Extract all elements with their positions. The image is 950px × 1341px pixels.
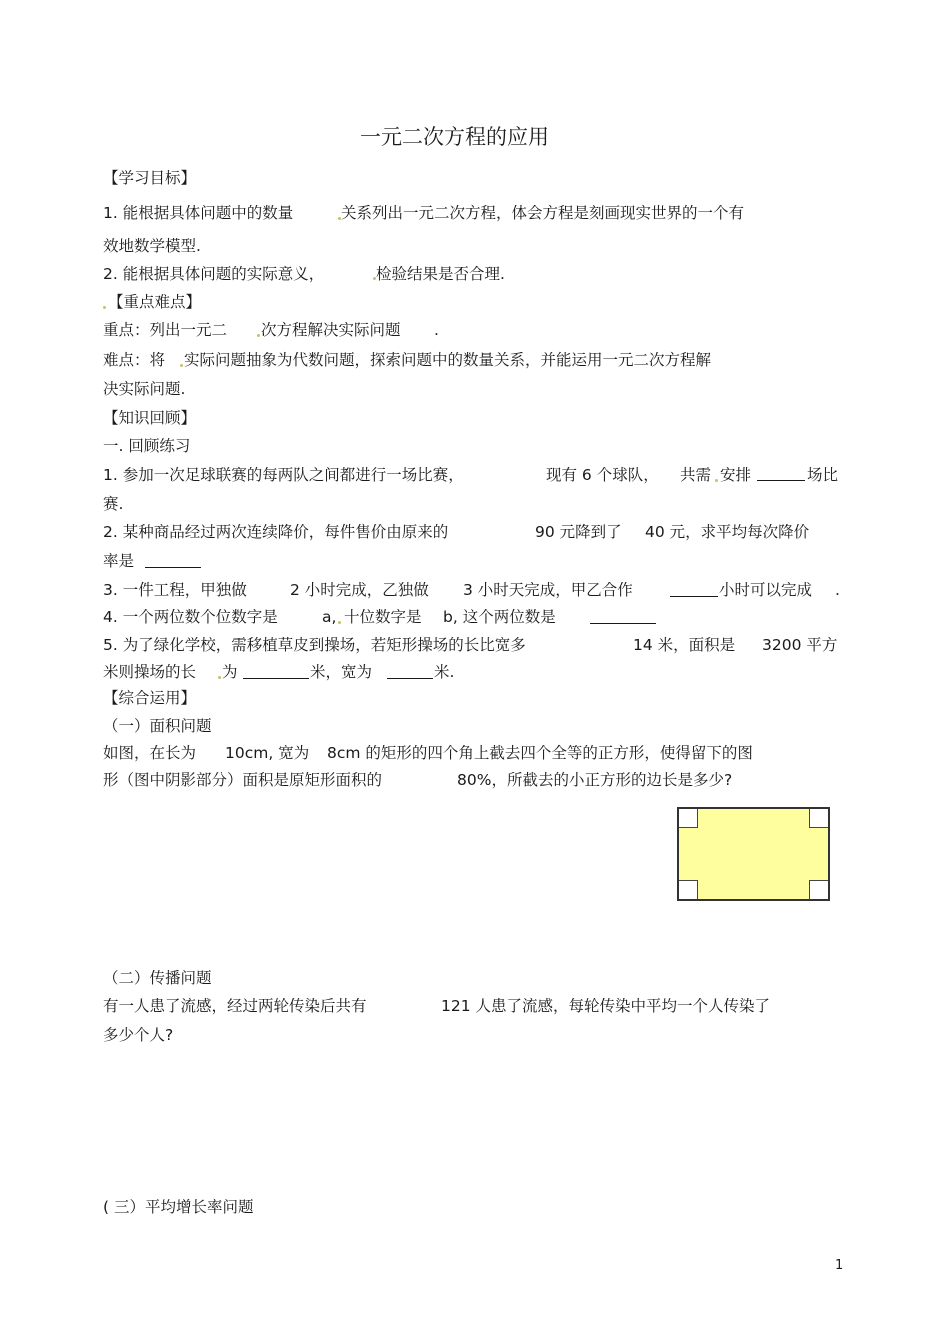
- question-3-blank: [670, 582, 718, 597]
- question-5-blank-width: [387, 664, 433, 679]
- question-3-part-c: 3 小时天完成，甲乙合作: [463, 581, 633, 599]
- area-part-b: 10cm, 宽为: [225, 744, 310, 762]
- spread-part-a: 有一人患了流感，经过两轮传染后共有: [103, 997, 367, 1015]
- spread-part-b: 121 人患了流感，每轮传染中平均一个人传染了: [441, 997, 771, 1015]
- question-1-part-b: 现有 6 个球队，: [546, 466, 659, 484]
- area-part-d: 形（图中阴影部分）面积是原矩形面积的: [103, 771, 383, 789]
- question-2-part-b: 90 元降到了: [535, 523, 622, 541]
- goal-1-part-c: 效地数学模型.: [103, 237, 201, 255]
- goal-2-part-b: 检验结果是否合理.: [376, 265, 505, 283]
- scan-dot: [373, 277, 376, 280]
- question-4-part-d: b, 这个两位数是: [443, 608, 556, 626]
- corner-square-bottom-right: [809, 880, 828, 899]
- question-4-blank: [590, 609, 656, 624]
- corner-square-bottom-left: [679, 880, 698, 899]
- question-1-part-c: 共需: [680, 466, 712, 484]
- scan-dot: [338, 621, 341, 624]
- question-4-part-a: 4. 一个两位数个位数字是: [103, 608, 278, 626]
- question-3-part-d: 小时可以完成: [719, 581, 813, 599]
- goal-2-part-a: 2. 能根据具体问题的实际意义，: [103, 265, 325, 283]
- scan-dot: [257, 334, 260, 337]
- question-1-part-f: 赛.: [103, 495, 124, 513]
- area-part-a: 如图，在长为: [103, 744, 197, 762]
- spread-part-c: 多少个人?: [103, 1026, 174, 1044]
- question-2-part-a: 2. 某种商品经过两次连续降价，每件售价由原来的: [103, 523, 449, 541]
- question-5-blank-length: [243, 664, 309, 679]
- area-heading: （一）面积问题: [103, 717, 212, 735]
- question-2-part-c: 40 元，求平均每次降价: [645, 523, 810, 541]
- question-3-part-e: .: [835, 581, 840, 599]
- question-1-part-d: 安排: [720, 466, 752, 484]
- page-title: 一元二次方程的应用: [360, 125, 549, 149]
- question-5-part-f: 米，宽为: [310, 663, 373, 681]
- difficulty-part-c: 决实际问题.: [103, 380, 186, 398]
- question-1-part-e: 场比: [807, 466, 839, 484]
- scan-dot: [180, 364, 183, 367]
- area-part-c: 8cm 的矩形的四个角上截去四个全等的正方形，使得留下的图: [327, 744, 753, 762]
- key-heading: 【重点难点】: [108, 293, 202, 311]
- scan-dot: [103, 306, 106, 309]
- corner-square-top-right: [809, 809, 828, 828]
- question-2-part-d: 率是: [103, 552, 135, 570]
- scan-dot: [218, 676, 221, 679]
- difficulty-part-b: 实际问题抽象为代数问题，探索问题中的数量关系，并能运用一元二次方程解: [184, 351, 712, 369]
- question-3-part-a: 3. 一件工程，甲独做: [103, 581, 247, 599]
- question-1-part-a: 1. 参加一次足球联赛的每两队之间都进行一场比赛，: [103, 466, 464, 484]
- goal-1-part-a: 1. 能根据具体问题中的数量: [103, 204, 294, 222]
- difficulty-part-a: 难点：将: [103, 351, 166, 369]
- spread-heading: （二）传播问题: [103, 969, 212, 987]
- corner-square-top-left: [679, 809, 698, 828]
- question-5-part-a: 5. 为了绿化学校，需移植草皮到操场，若矩形操场的长比宽多: [103, 636, 526, 654]
- key-part-c: .: [434, 321, 439, 339]
- key-part-b: 次方程解决实际问题: [261, 321, 401, 339]
- question-5-part-b: 14 米，面积是: [633, 636, 736, 654]
- question-5-part-c: 3200 平方: [762, 636, 838, 654]
- question-2-blank: [145, 553, 201, 568]
- review-heading: 【知识回顾】: [103, 409, 197, 427]
- scan-dot: [715, 479, 718, 482]
- question-5-part-d: 米则操场的长: [103, 663, 197, 681]
- question-4-part-b: a,: [322, 608, 337, 626]
- review-subheading: 一. 回顾练习: [103, 437, 191, 455]
- area-part-e: 80%，所截去的小正方形的边长是多少?: [457, 771, 733, 789]
- rectangle-figure: [677, 807, 830, 901]
- key-part-a: 重点：列出一元二: [103, 321, 228, 339]
- question-5-part-g: 米.: [434, 663, 455, 681]
- question-1-blank: [757, 466, 805, 481]
- page-number: 1: [835, 1258, 844, 1273]
- goal-1-part-b: 关系列出一元二次方程，体会方程是刻画现实世界的一个有: [341, 204, 745, 222]
- growth-heading: ( 三）平均增长率问题: [103, 1198, 254, 1216]
- question-3-part-b: 2 小时完成，乙独做: [290, 581, 429, 599]
- question-4-part-c: 十位数字是: [344, 608, 422, 626]
- goals-heading: 【学习目标】: [103, 169, 197, 187]
- apply-heading: 【综合运用】: [103, 689, 197, 707]
- scan-dot: [338, 217, 341, 220]
- question-5-part-e: 为: [222, 663, 238, 681]
